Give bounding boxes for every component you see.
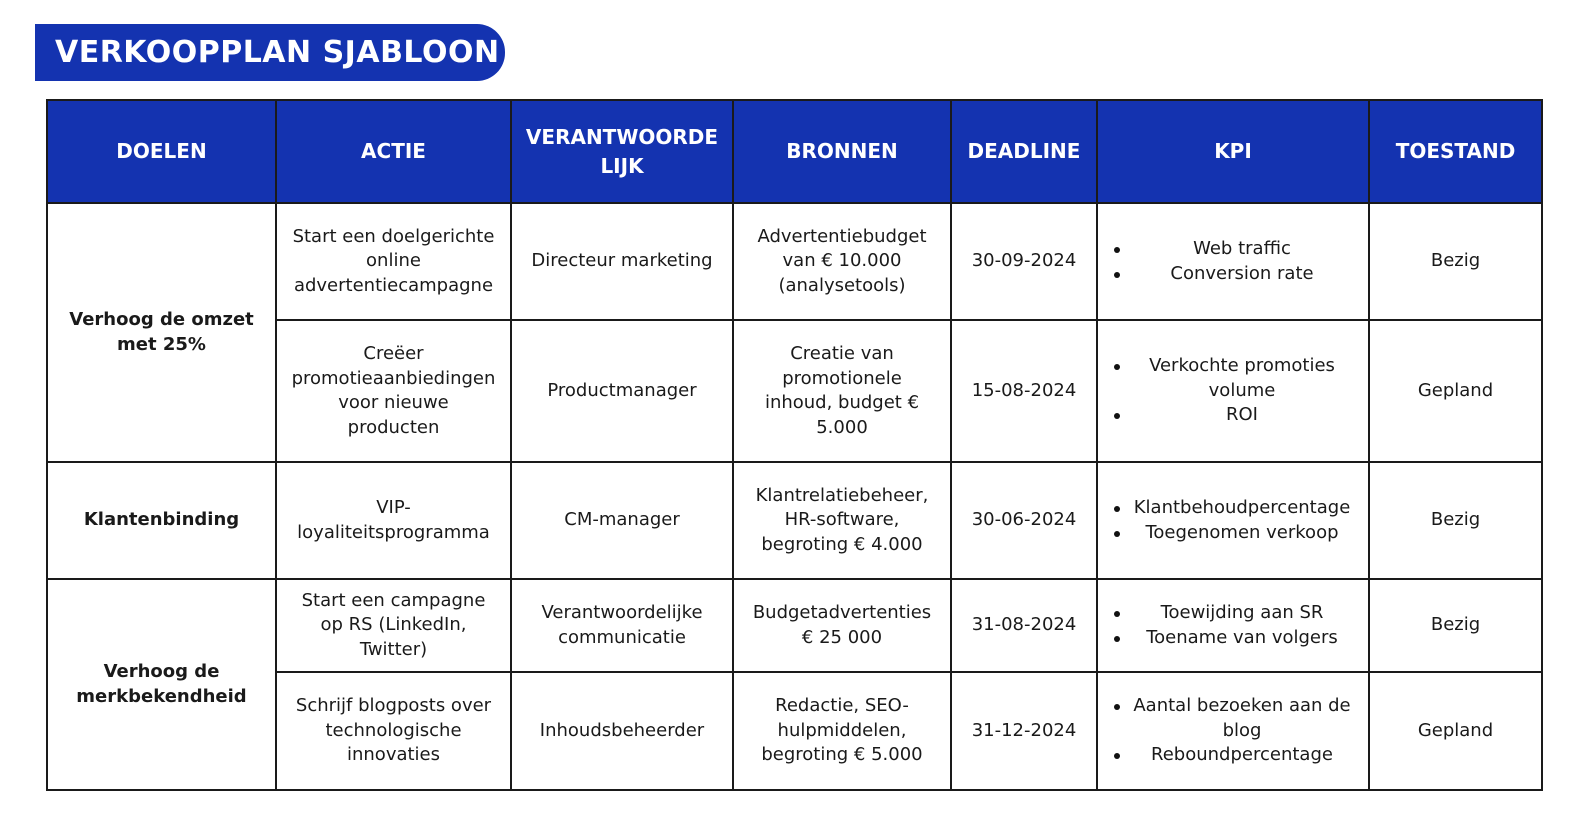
deadline-cell: 30-06-2024: [951, 462, 1097, 579]
kpi-list: [1112, 237, 1354, 286]
deadline-cell: 30-09-2024: [951, 203, 1097, 320]
sales-plan-table: [46, 99, 1543, 791]
kpi-item: Klantbehoudpercentage: [1130, 496, 1354, 521]
header-responsible: VERANTWOORDELIJK: [511, 100, 733, 203]
responsible-cell: Verantwoordelijke communicatie: [511, 579, 733, 672]
responsible-cell: Productmanager: [511, 320, 733, 462]
deadline-cell: 31-08-2024: [951, 579, 1097, 672]
deadline-cell: 15-08-2024: [951, 320, 1097, 462]
table-row: [47, 579, 1542, 672]
status-cell: Gepland: [1369, 320, 1542, 462]
header-row: [47, 100, 1542, 203]
resources-cell: Creatie van promotionele inhoud, budget € 5.000: [733, 320, 951, 462]
header-goals: DOELEN: [47, 100, 276, 203]
action-cell: Start een doelgerichte online advertentiecampagne: [276, 203, 511, 320]
kpi-item: Web traffic: [1130, 237, 1354, 262]
header-deadline: DEADLINE: [951, 100, 1097, 203]
kpi-item: Aantal bezoeken aan de blog: [1130, 694, 1354, 743]
action-cell: VIP-loyaliteitsprogramma: [276, 462, 511, 579]
kpi-item: Conversion rate: [1130, 262, 1354, 287]
goal-cell: Verhoog de merkbekendheid: [47, 579, 276, 790]
kpi-item: ROI: [1130, 403, 1354, 428]
resources-cell: Advertentiebudget van € 10.000 (analysetools): [733, 203, 951, 320]
header-action: ACTIE: [276, 100, 511, 203]
status-cell: Bezig: [1369, 462, 1542, 579]
kpi-item: Reboundpercentage: [1130, 743, 1354, 768]
resources-cell: Redactie, SEO-hulpmiddelen, begroting € 5.000: [733, 672, 951, 790]
kpi-item: Verkochte promoties volume: [1130, 354, 1354, 403]
action-cell: Start een campagne op RS (LinkedIn, Twitter): [276, 579, 511, 672]
goal-cell: Klantenbinding: [47, 462, 276, 579]
table-row: [47, 462, 1542, 579]
kpi-list: [1112, 354, 1354, 428]
resources-cell: Budgetadvertenties € 25 000: [733, 579, 951, 672]
action-cell: Creëer promotieaanbiedingen voor nieuwe producten: [276, 320, 511, 462]
header-kpi: KPI: [1097, 100, 1369, 203]
header-status: TOESTAND: [1369, 100, 1542, 203]
status-cell: Bezig: [1369, 203, 1542, 320]
kpi-item: Toewijding aan SR: [1130, 601, 1354, 626]
kpi-cell: [1097, 320, 1369, 462]
title-banner: [35, 24, 505, 81]
goal-cell: Verhoog de omzet met 25%: [47, 203, 276, 462]
resources-cell: Klantrelatiebeheer, HR-software, begroting € 4.000: [733, 462, 951, 579]
table-row: [47, 203, 1542, 320]
kpi-item: Toegenomen verkoop: [1130, 521, 1354, 546]
deadline-cell: 31-12-2024: [951, 672, 1097, 790]
responsible-cell: CM-manager: [511, 462, 733, 579]
kpi-cell: [1097, 203, 1369, 320]
responsible-cell: Directeur marketing: [511, 203, 733, 320]
kpi-cell: [1097, 672, 1369, 790]
kpi-cell: [1097, 579, 1369, 672]
kpi-item: Toename van volgers: [1130, 626, 1354, 651]
status-cell: Gepland: [1369, 672, 1542, 790]
action-cell: Schrijf blogposts over technologische innovaties: [276, 672, 511, 790]
kpi-list: [1112, 496, 1354, 545]
responsible-cell: Inhoudsbeheerder: [511, 672, 733, 790]
kpi-list: [1112, 694, 1354, 768]
kpi-cell: [1097, 462, 1369, 579]
header-resources: BRONNEN: [733, 100, 951, 203]
page-title: VERKOOPPLAN SJABLOON: [55, 35, 500, 70]
status-cell: Bezig: [1369, 579, 1542, 672]
kpi-list: [1112, 601, 1354, 650]
